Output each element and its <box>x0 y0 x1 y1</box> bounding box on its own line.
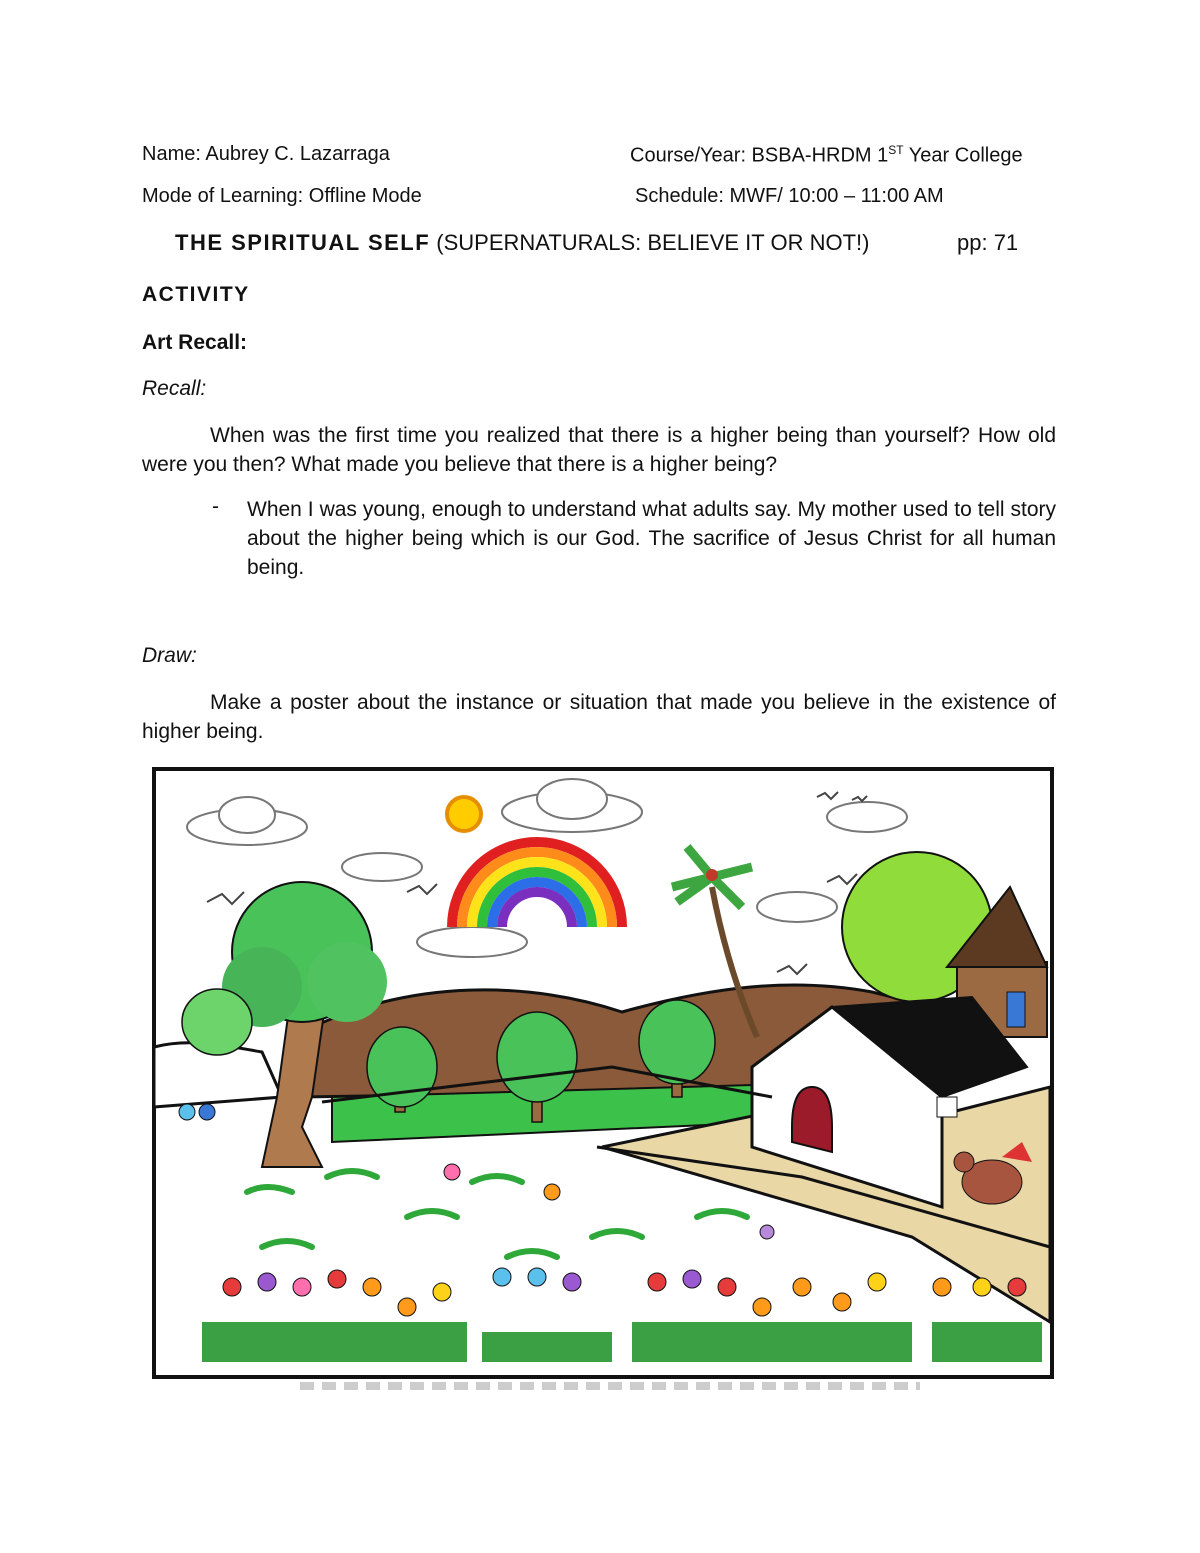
poster-drawing <box>152 767 1054 1379</box>
answer-bullet: - <box>212 495 219 518</box>
draw-label: Draw: <box>142 644 197 667</box>
page-title-bold: THE SPIRITUAL SELF <box>175 230 431 255</box>
schedule: Schedule: MWF/ 10:00 – 11:00 AM <box>635 185 944 207</box>
course-year-text: Course/Year: BSBA-HRDM 1 <box>630 144 889 167</box>
recall-question-text: When was the first time you realized that there is a higher being than yourself? How old were you then? What made you believe that there is a higher being? <box>142 424 1056 476</box>
recall-answer: When I was young, enough to understand what adults say. My mother used to tell story about the higher being which is our God. The sacrifice of Jesus Christ for all human being. <box>247 498 1056 579</box>
course-year <box>630 143 1023 168</box>
page-title-rest: (SUPERNATURALS: BELIEVE IT OR NOT!) <box>430 230 870 255</box>
sun-icon <box>447 797 481 831</box>
draw-instruction <box>142 688 1056 746</box>
cropped-caption <box>300 1382 920 1390</box>
activity-heading: ACTIVITY <box>142 283 250 306</box>
recall-question <box>142 421 1056 479</box>
draw-instruction-text: Make a poster about the instance or situation that made you believe in the existence of higher being. <box>142 691 1056 743</box>
art-recall-heading: Art Recall: <box>142 331 248 354</box>
page-title <box>175 230 869 256</box>
mode-of-learning: Mode of Learning: Offline Mode <box>142 185 422 207</box>
page-reference: pp: 71 <box>957 230 1019 255</box>
student-name: Name: Aubrey C. Lazarraga <box>142 143 390 165</box>
recall-label: Recall: <box>142 377 207 400</box>
course-year-suffix: Year College <box>903 144 1023 167</box>
course-year-sup: ST <box>888 143 904 157</box>
